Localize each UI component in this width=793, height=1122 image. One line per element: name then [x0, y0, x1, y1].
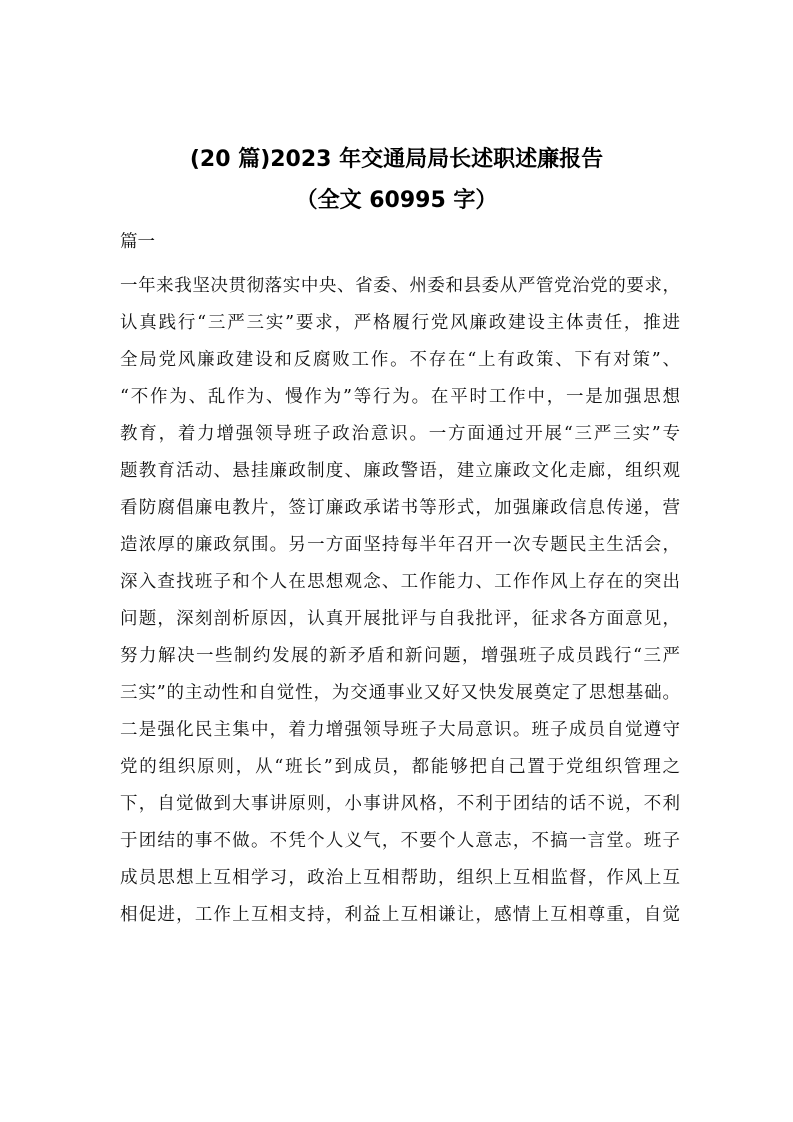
text-line: 党的组织原则，从“班长”到成员，都能够把自己置于党组织管理之 [120, 757, 680, 777]
text-line: 造浓厚的廉政氛围。另一方面坚持每半年召开一次专题民主生活会， [120, 535, 680, 555]
text-line: 努力解决一些制约发展的新矛盾和新问题，增强班子成员践行“三严 [120, 646, 680, 666]
text-line: 看防腐倡廉电教片，签订廉政承诺书等形式，加强廉政信息传递，营 [120, 498, 680, 518]
text-line: 认真践行“三严三实”要求，严格履行党风廉政建设主体责任，推进 [120, 313, 680, 333]
text-line: 于团结的事不做。不凭个人义气，不要个人意志，不搞一言堂。班子 [120, 831, 680, 851]
text-line: 成员思想上互相学习，政治上互相帮助，组织上互相监督，作风上互 [120, 868, 680, 888]
text-line: 问题，深刻剖析原因，认真开展批评与自我批评，征求各方面意见， [120, 609, 680, 629]
document-subtitle: （全文 60995 字） [295, 188, 498, 213]
text-line: 深入查找班子和个人在思想观念、工作能力、工作作风上存在的突出 [120, 572, 680, 592]
text-line: 一年来我坚决贯彻落实中央、省委、州委和县委从严管党治党的要求， [120, 276, 680, 296]
body-text [120, 268, 680, 934]
text-line: 相促进，工作上互相支持，利益上互相谦让，感情上互相尊重，自觉 [120, 905, 680, 925]
text-line: 三实”的主动性和自觉性，为交通事业又好又快发展奠定了思想基础。 [120, 683, 680, 703]
document-title: (20 篇)2023 年交通局局长述职述廉报告 [189, 147, 604, 172]
text-line: “不作为、乱作为、慢作为”等行为。在平时工作中，一是加强思想 [120, 387, 680, 407]
section-label: 篇一 [120, 232, 155, 252]
text-line: 题教育活动、悬挂廉政制度、廉政警语，建立廉政文化走廊，组织观 [120, 461, 680, 481]
text-line: 教育，着力增强领导班子政治意识。一方面通过开展“三严三实”专 [120, 424, 680, 444]
text-line: 二是强化民主集中，着力增强领导班子大局意识。班子成员自觉遵守 [120, 720, 680, 740]
text-line: 下，自觉做到大事讲原则，小事讲风格，不利于团结的话不说，不利 [120, 794, 680, 814]
text-line: 全局党风廉政建设和反腐败工作。不存在“上有政策、下有对策”、 [120, 350, 680, 370]
